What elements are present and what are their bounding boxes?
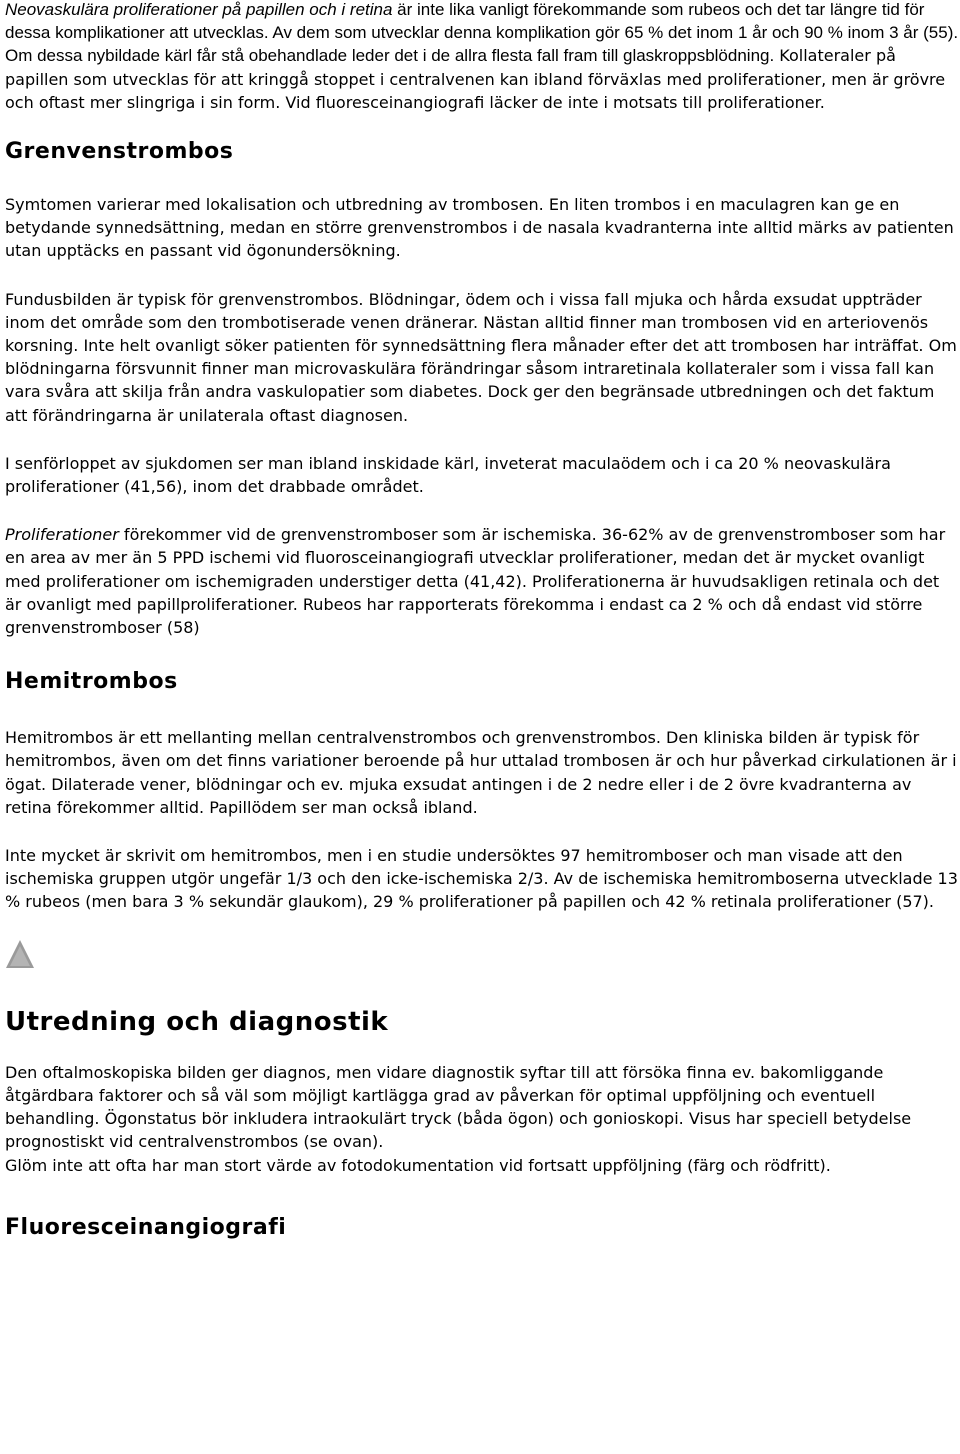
grenvenstrombos-paragraph-1: Symtomen varierar med lokalisation och utbredning av trombosen. En liten trombos i en maculagren kan ge en betydande synnedsättning, medan en större grenvenstrombos i de nasala kvadranterna inte alltid märks av patienten utan upptäcks en passant vid ögonundersökning.: [5, 195, 954, 261]
heading-hemitrombos: Hemitrombos: [5, 669, 178, 695]
grenvenstrombos-paragraph-2: Fundusbilden är typisk för grenvenstrombos. Blödningar, ödem och i vissa fall mjuka och hårda exsudat uppträder inom det område som den trombotiserade venen dränerar. Nästan alltid finner man trombosen vid en arteriovenös korsning. Inte helt ovanligt söker patienten för synnedsättning flera månader efter det att trombosen har inträffat. Om blödningarna försvunnit finner man microvaskulära förändringar såsom intraretinala kollateraler som i vissa fall kan vara svåra att skilja från andra vaskulopatier som diabetes. Dock ger den begränsade utbredningen och det faktum att förändringarna är unilaterala oftast diagnosen.: [5, 289, 957, 425]
heading-fluoresceinangiografi: Fluoresceinangiografi: [5, 1214, 287, 1240]
utredning-text-1: Den oftalmoskopiska bilden ger diagnos, men vidare diagnostik syftar till att försöka finna ev. bakomliggande åtgärdbara faktorer och så väl som möjligt kartlägga grad av påverkan för optimal uppföljning och eventuell behandling. Ögonstatus bör inkludera intraokulärt tryck (båda ögon) och gonioskopi. Visus har speciell betydelse prognostiskt vid centralvenstrombos (se ovan).: [5, 1062, 912, 1152]
hemitrombos-paragraph-1: Hemitrombos är ett mellanting mellan centralvenstrombos och grenvenstrombos. Den kliniska bilden är typisk för hemitrombos, även om det finns variationer beroende på hur uttalad trombosen är och hur påverkad cirkulationen är i ögat. Dilaterade vener, blödningar och ev. mjuka exsudat antingen i de 2 nedre eller i de 2 övre kvadranterna av retina förekommer alltid. Papillödem ser man också ibland.: [5, 728, 957, 817]
utredning-text-2: Glöm inte att ofta har man stort värde av fotodokumentation vid fortsatt uppföljning (färg och rödfritt).: [5, 1155, 831, 1175]
back-to-top-link[interactable]: [5, 939, 35, 969]
intro-paragraph: [5, 0, 960, 114]
heading-utredning: Utredning och diagnostik: [5, 1006, 389, 1037]
intro-text-1: är inte lika vanligt förekommande som rubeos och det tar längre tid för dessa komplikationer att utvecklas. Av dem som utvecklar denna komplikation gör 65 % det inom 1 år och 90 % inom 3 år (55). Om dessa nybildade kärl får stå obehandlade leder det i de allra flesta fall fram till glaskroppsblödning.: [5, 0, 959, 66]
grenvenstrombos-paragraph-3: I senförloppet av sjukdomen ser man ibland inskidade kärl, inveterat maculaödem och i ca 20 % neovaskulära proliferationer (41,56), inom det drabbade området.: [5, 453, 891, 497]
utredning-paragraph: [5, 1061, 960, 1177]
hemitrombos-paragraph-2: Inte mycket är skrivit om hemitrombos, men i en studie undersöktes 97 hemitromboser och man visade att den ischemiska gruppen utgör ungefär 1/3 och den icke-ischemiska 2/3. Av de ischemiska hemitromboserna utvecklade 13 % rubeos (men bara 3 % sekundär glaukom), 29 % proliferationer på papillen och 42 % retinala proliferationer (57).: [5, 846, 958, 912]
grenvenstrombos-paragraph-4-text: förekommer vid de grenvenstromboser som är ischemiska. 36-62% av de grenvenstromboser som har en area av mer än 5 PPD ischemi vid fluorosceinangiografi utvecklar proliferationer, medan det är mycket ovanligt med proliferationer om ischemigraden understiger detta (41,42). Proliferationerna är huvudsakligen retinala och det är ovanligt med papillproliferationer. Rubeos har rapporterats förekomma i endast ca 2 % och då endast vid större grenvenstromboser (58): [5, 525, 946, 638]
intro-text-2: Kollateraler på papillen som utvecklas för att kringgå stoppet i centralvenen kan ibland förväxlas med proliferationer, men är grövre och oftast mer slingriga i sin form. Vid fluoresceinangiografi läcker de inte i motsats till proliferationer.: [5, 46, 946, 112]
grenvenstrombos-paragraph-4: [5, 523, 960, 639]
intro-emphasis: Neovaskulära proliferationer på papillen och i retina: [5, 0, 393, 19]
heading-grenvenstrombos: Grenvenstrombos: [5, 139, 234, 165]
up-arrow-icon: [5, 939, 35, 969]
proliferationer-emphasis: Proliferationer: [5, 525, 119, 545]
